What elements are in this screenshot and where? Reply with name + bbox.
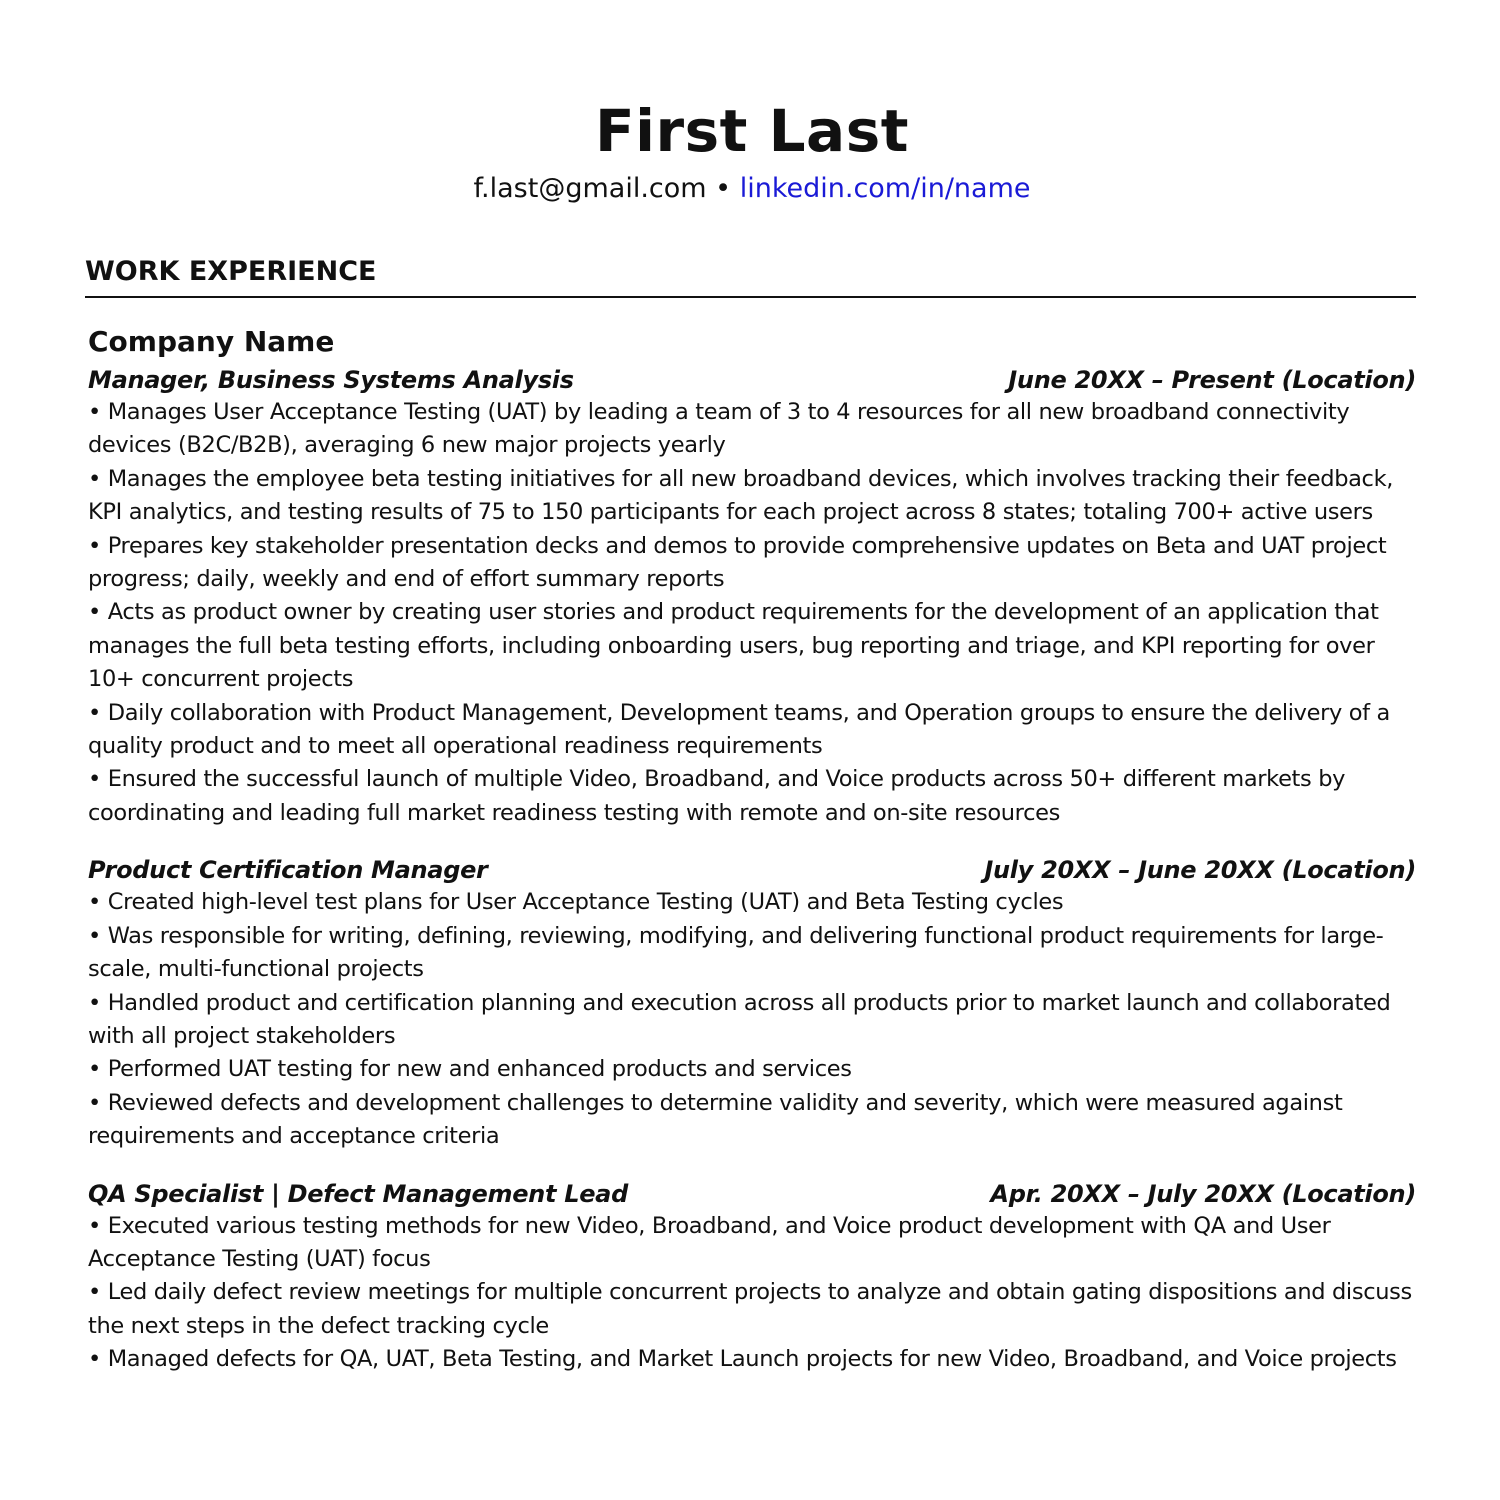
company-name: Company Name — [88, 325, 335, 358]
bullet-item: • Handled product and certification planning and execution across all products prior to market launch and collaborated with all project stakeholders — [88, 989, 1391, 1049]
roles-list — [88, 364, 1416, 1377]
role-header — [88, 1178, 1416, 1210]
bullet-item: • Daily collaboration with Product Management, Development teams, and Operation groups to ensure the delivery of a quality product and to meet all operational readiness requirements — [88, 699, 1390, 760]
separator: • — [715, 173, 732, 204]
bullet-item: • Was responsible for writing, defining, reviewing, modifying, and delivering functional product requirements for large-scale, multi-functional projects — [88, 922, 1384, 983]
role-dates: Apr. 20XX – July 20XX (Location) — [990, 1179, 1416, 1208]
bullet-item: • Acts as product owner by creating user stories and product requirements for the development of an application that manages the full beta testing efforts, including onboarding users, bug reporting and triage, and KPI reporting for over 10+ concurrent projects — [88, 599, 1379, 693]
bullet-item: • Performed UAT testing for new and enhanced products and services — [88, 1056, 852, 1083]
email: f.last@gmail.com — [473, 173, 707, 204]
role-title: Product Certification Manager — [88, 856, 488, 885]
bullet-item: • Ensured the successful launch of multiple Video, Broadband, and Voice products across 50+ different markets by coordinating and leading full market readiness testing with remote and on-site resources — [88, 766, 1346, 826]
role-bullets — [88, 886, 1416, 1153]
linkedin-link[interactable]: linkedin.com/in/name — [739, 173, 1031, 204]
role-bullets — [88, 1210, 1416, 1377]
contact-line — [88, 172, 1416, 206]
bullet-item: • Prepares key stakeholder presentation decks and demos to provide comprehensive updates on Beta and UAT project progress; daily, weekly and end of effort summary reports — [88, 532, 1387, 593]
role-title: Manager, Business Systems Analysis — [88, 366, 574, 394]
role-dates: July 20XX – June 20XX (Location) — [984, 856, 1416, 885]
bullet-item: • Created high-level test plans for User Acceptance Testing (UAT) and Beta Testing cycles — [88, 889, 1064, 916]
role-header — [88, 364, 1416, 396]
section-title-work-experience: WORK EXPERIENCE — [85, 254, 1416, 298]
bullet-item: • Manages the employee beta testing initiatives for all new broadband devices, which involves tracking their feedback, KPI analytics, and testing results of 75 to 150 participants for each project across 8 states; totaling 700+ active users — [88, 465, 1394, 526]
bullet-item: • Managed defects for QA, UAT, Beta Testing, and Market Launch projects for new Video, Broadband, and Voice projects — [88, 1346, 1397, 1373]
role-header — [88, 854, 1416, 886]
bullet-item: • Manages User Acceptance Testing (UAT) by leading a team of 3 to 4 resources for all new broadband connectivity devices (B2C/B2B), averaging 6 new major projects yearly — [88, 399, 1350, 459]
bullet-item: • Reviewed defects and development challenges to determine validity and severity, which were measured against requirements and acceptance criteria — [88, 1089, 1343, 1150]
role-title: QA Specialist | Defect Management Lead — [88, 1179, 628, 1208]
bullet-item: • Executed various testing methods for new Video, Broadband, and Voice product development with QA and User Acceptance Testing (UAT) focus — [88, 1212, 1331, 1272]
role-bullets — [88, 396, 1416, 830]
candidate-name: First Last — [595, 97, 909, 165]
bullet-item: • Led daily defect review meetings for multiple concurrent projects to analyze and obtain gating dispositions and discuss the next steps in the defect tracking cycle — [88, 1279, 1412, 1339]
role-dates: June 20XX – Present (Location) — [1008, 366, 1416, 394]
